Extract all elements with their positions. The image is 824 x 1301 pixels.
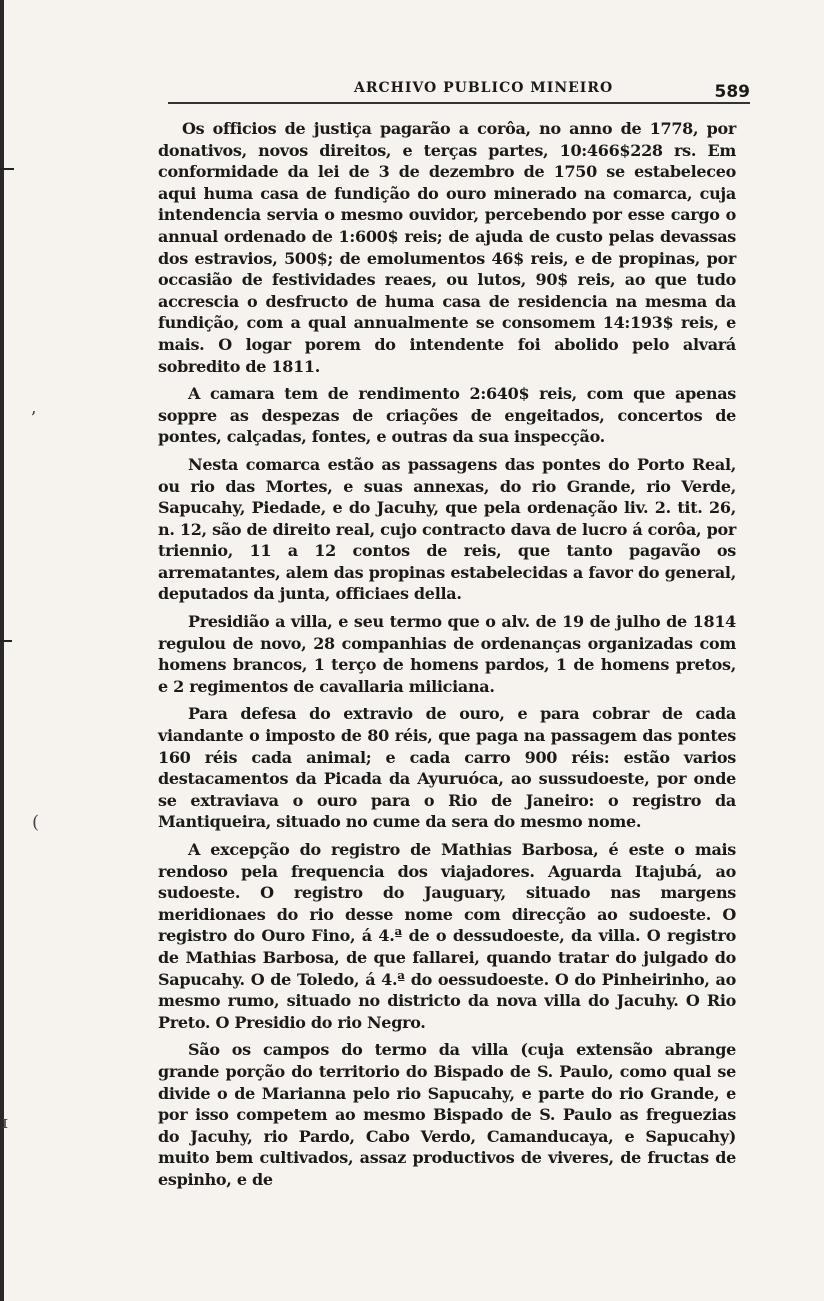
- margin-mark: [0, 168, 14, 170]
- paragraph: São os campos do termo da villa (cuja extensão abrange grande porção do territorio do Bispado de S. Paulo, como qual se divide o de Marianna pelo rio Sapucahy, e parte do rio Grande, e por isso competem ao mesmo Bispado de S. Paulo as freguezias do Jacuhy, rio Pardo, Cabo Verdo, Camanducaya, e Sapucahy) muito bem cultivados, assaz productivos de viveres, de fructas de espinho, e de: [158, 1040, 736, 1189]
- paragraph: Nesta comarca estão as passagens das pontes do Porto Real, ou rio das Mortes, e suas annexas, do rio Grande, rio Verde, Sapucahy, Piedade, e do Jacuhy, que pela ordenação liv. 2. tit. 26, n. 12, são de direito real, cujo contracto dava de lucro á corôa, por triennio, 11 a 12 contos de reis, que tanto pagavão os arrematantes, alem das propinas estabelecidas a favor do general, deputados da junta, officiaes della.: [158, 454, 736, 604]
- margin-mark: [0, 640, 12, 642]
- margin-speck: ɪ: [2, 1112, 8, 1133]
- margin-speck: (: [32, 812, 40, 833]
- scan-left-edge: [0, 0, 4, 1301]
- page-number: 589: [714, 82, 750, 102]
- paragraph: A camara tem de rendimento 2:640$ reis, com que apenas soppre as despezas de criações de engeitados, concertos de pontes, calçadas, fontes, e outras da sua inspecção.: [158, 384, 736, 447]
- margin-speck: ʼ: [30, 408, 36, 429]
- paragraph: Os officios de justiça pagarão a corôa, no anno de 1778, por donativos, novos direitos, e terças partes, 10:466$228 rs. Em conformidade da lei de 3 de dezembro de 1750 se estabeleceo aqui huma casa de fundição do ouro minerado na comarca, cuja intendencia servia o mesmo ouvidor, percebendo por esse cargo o annual ordenado de 1:600$ reis; de ajuda de custo pelas devassas dos estravios, 500$; de emolumentos 46$ reis, e de propinas, por occasião de festividades reaes, ou lutos, 90$ reis, ao que tudo accrescia o desfructo de huma casa de residencia na mesma da fundição, com a qual annualmente se consomem 14:193$ reis, e mais. O logar porem do intendente foi abolido pelo alvará sobredito de 1811.: [158, 119, 736, 376]
- header-rule: [168, 102, 750, 104]
- paragraph: Para defesa do extravio de ouro, e para cobrar de cada viandante o imposto de 80 réis, que paga na passagem das pontes 160 réis cada animal; e cada carro 900 réis: estão varios destacamentos da Picada da Ayuruóca, ao sussudoeste, por onde se extraviava o ouro para o Rio de Janeiro: o registro da Mantiqueira, situado no cume da sera do mesmo nome.: [158, 704, 736, 832]
- running-title: ARCHIVO PUBLICO MINEIRO: [354, 80, 614, 96]
- page-body: [158, 118, 736, 1197]
- paragraph: A excepção do registro de Mathias Barbosa, é este o mais rendoso pela frequencia dos viajadores. Aguarda Itajubá, ao sudoeste. O registro do Jauguary, situado nas margens meridionaes do rio desse nome com direcção ao sudoeste. O registro do Ouro Fino, á 4.ª de o dessudoeste, da villa. O registro de Mathias Barbosa, de que fallarei, quando tratar do julgado do Sapucahy. O de Toledo, á 4.ª do oessudoeste. O do Pinheirinho, ao mesmo rumo, situado no districto da nova villa do Jacuhy. O Rio Preto. O Presidio do rio Negro.: [158, 840, 736, 1032]
- paragraph: Presidião a villa, e seu termo que o alv. de 19 de julho de 1814 regulou de novo, 28 companhias de ordenanças organizadas com homens brancos, 1 terço de homens pardos, 1 de homens pretos, e 2 regimentos de cavallaria miliciana.: [158, 612, 736, 696]
